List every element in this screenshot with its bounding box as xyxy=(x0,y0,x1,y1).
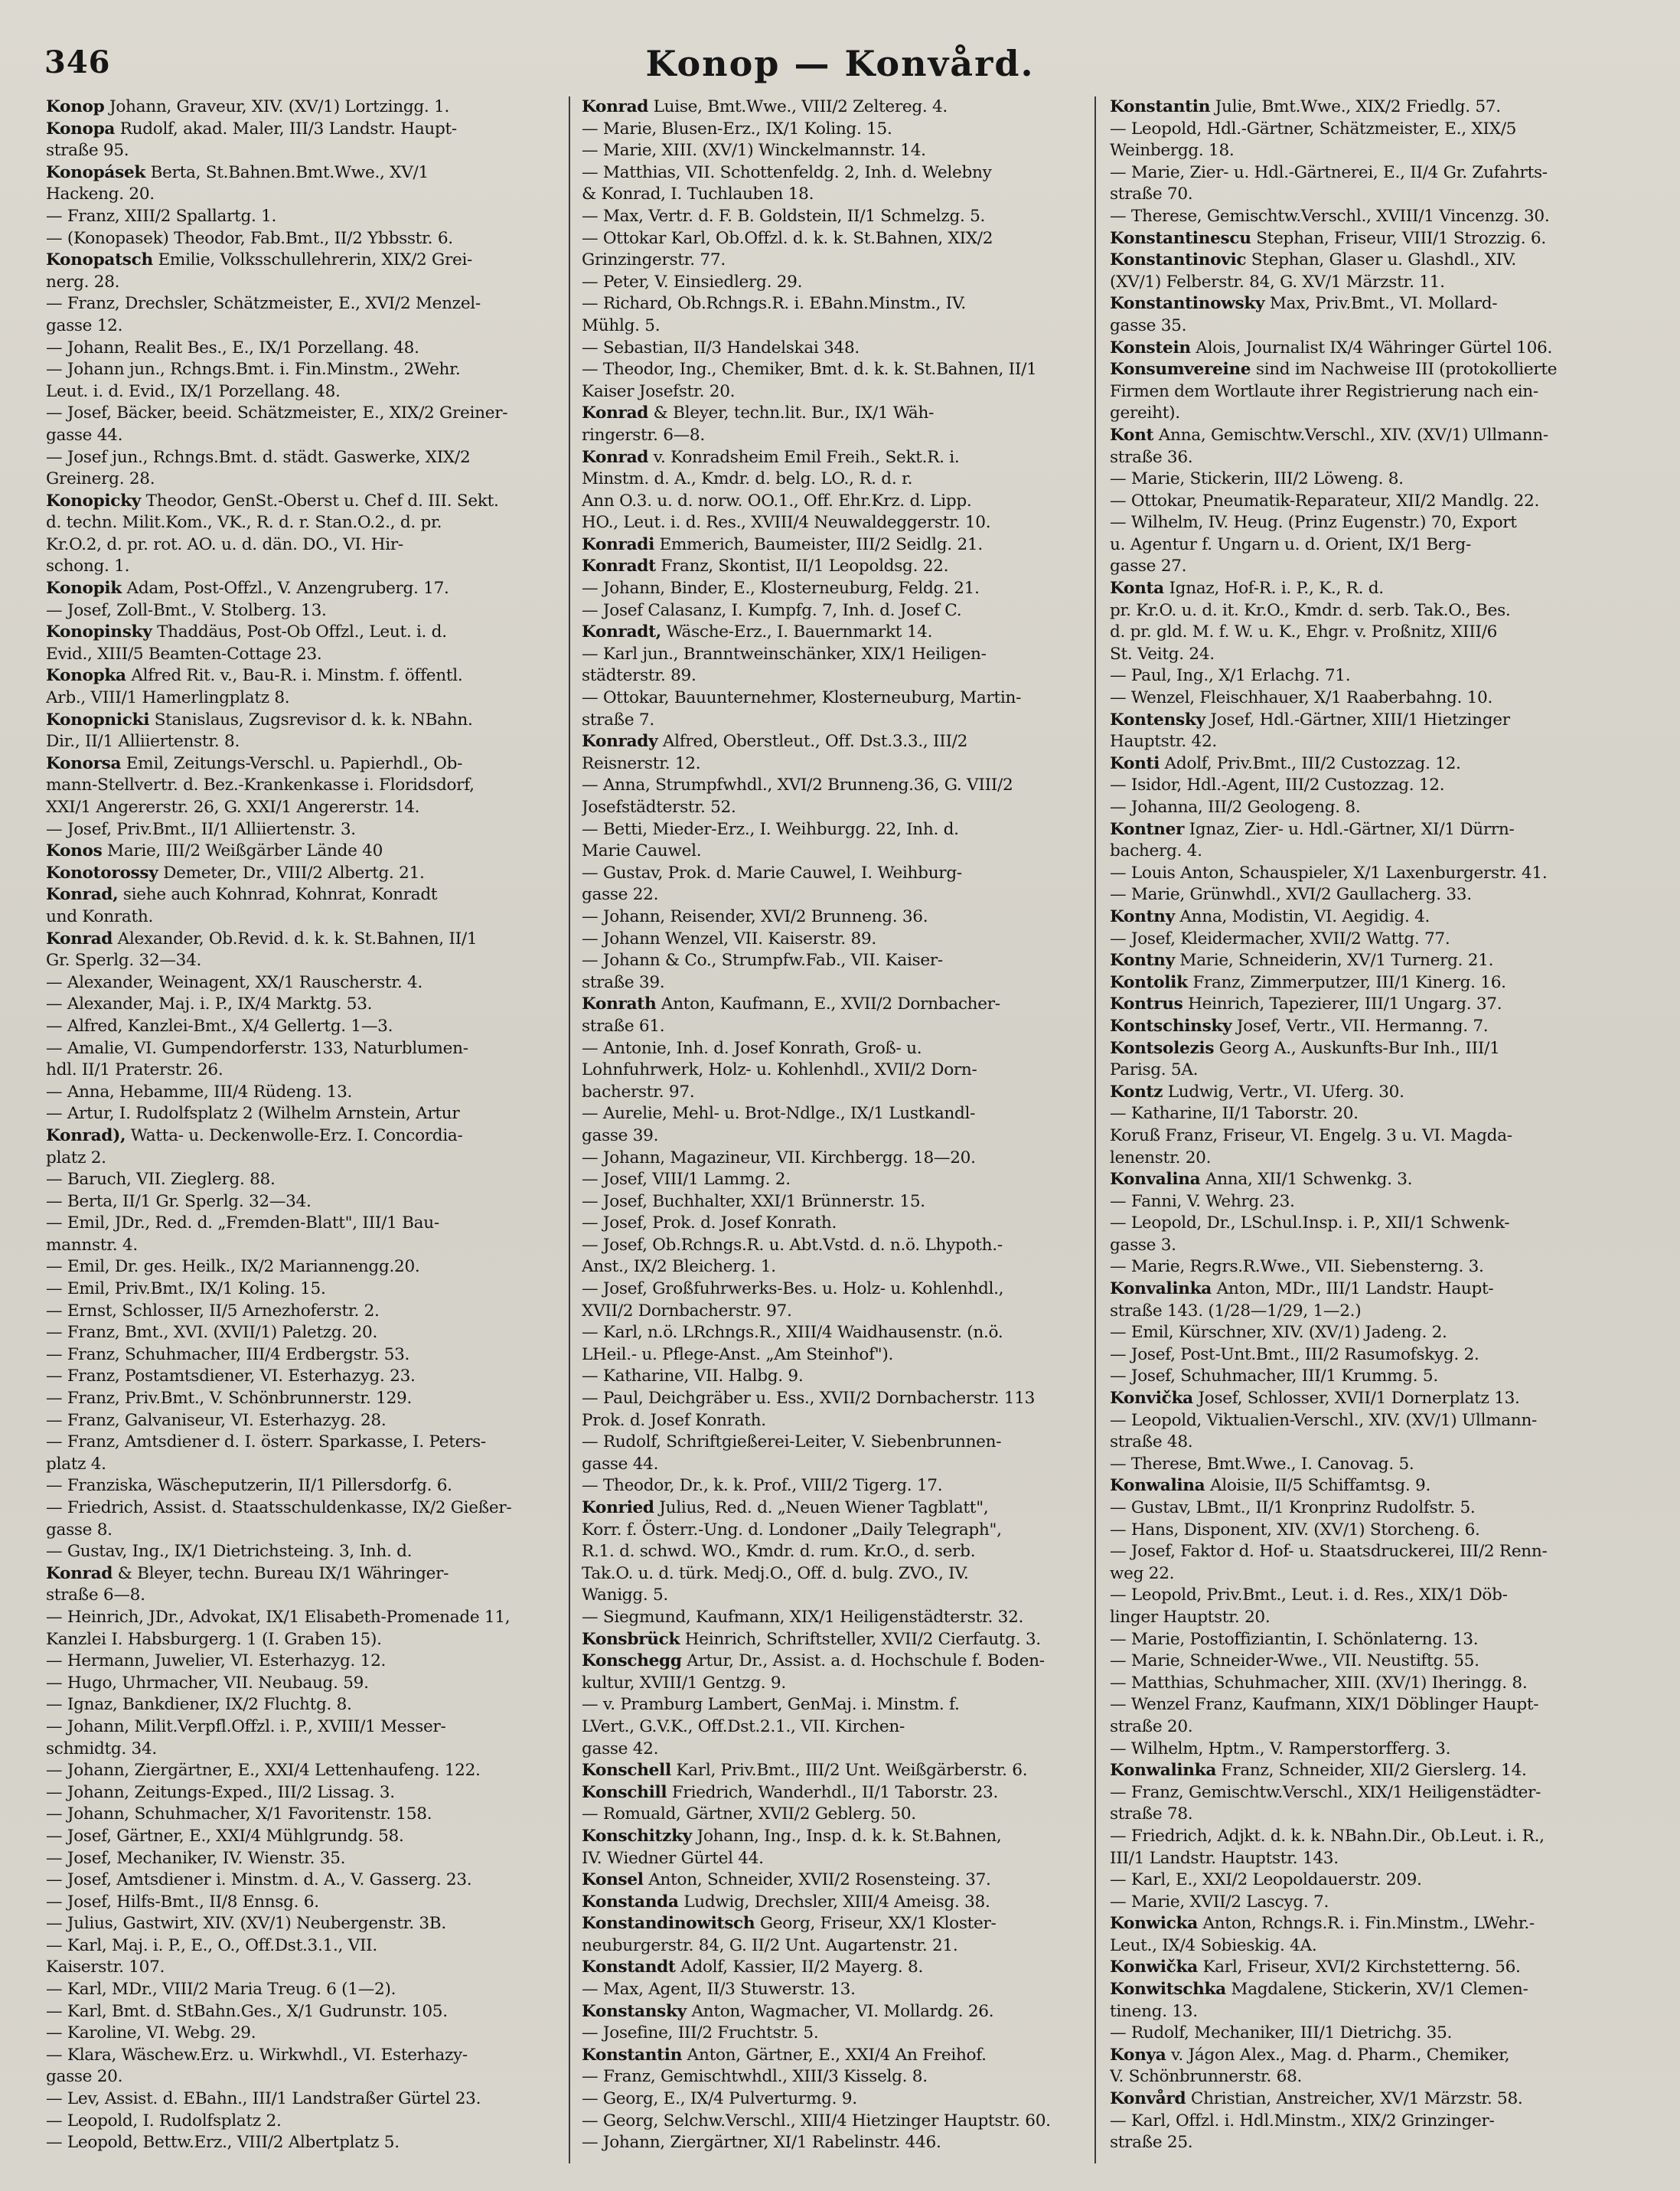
directory-entry-line: Konta Ignaz, Hof-R. i. P., K., R. d. xyxy=(1110,579,1384,599)
directory-entry-line: Konya v. Jágon Alex., Mag. d. Pharm., Chemiker, xyxy=(1110,2045,1510,2065)
directory-entry-line: — Johann, Binder, E., Klosterneuburg, Feldg. 21. xyxy=(582,579,980,599)
directory-entry-line: — Josef, Gärtner, E., XXI/4 Mühlgrundg. 58. xyxy=(46,1826,404,1846)
directory-entry-line: — Josef, Post-Unt.Bmt., III/2 Rasumofskyg. 2. xyxy=(1110,1344,1479,1364)
directory-entry-line: — Rudolf, Schriftgießerei-Leiter, V. Siebenbrunnen- xyxy=(582,1432,1002,1452)
directory-entry-line: — Leopold, Hdl.-Gärtner, Schätzmeister, E., XIX/5 xyxy=(1110,119,1517,139)
directory-entry-line: Josefstädterstr. 52. xyxy=(582,798,736,817)
directory-entry-line: V. Schönbrunnerstr. 68. xyxy=(1110,2067,1303,2087)
directory-entry-line: gasse 27. xyxy=(1110,557,1187,576)
directory-entry-line: — Franz, Gemischtw.Verschl., XIX/1 Heiligenstädter- xyxy=(1110,1782,1541,1802)
directory-entry-line: — Emil, Dr. ges. Heilk., IX/2 Mariannengg.20. xyxy=(46,1257,420,1277)
directory-entry-line: Kontensky Josef, Hdl.-Gärtner, XIII/1 Hietzinger xyxy=(1110,710,1510,730)
directory-entry-line: Kaiser Josefstr. 20. xyxy=(582,381,736,401)
directory-entry-line: IV. Wiedner Gürtel 44. xyxy=(582,1848,764,1868)
directory-entry-line: Konwička Karl, Friseur, XVI/2 Kirchstetterng. 56. xyxy=(1110,1958,1521,1977)
directory-entry-line: — Anna, Hebamme, III/4 Rüdeng. 13. xyxy=(46,1082,353,1102)
directory-entry-line: Leut. i. d. Evid., IX/1 Porzellang. 48. xyxy=(46,381,341,401)
directory-entry-line: — Katharine, II/1 Taborstr. 20. xyxy=(1110,1104,1359,1124)
directory-entry-line: Konti Adolf, Priv.Bmt., III/2 Custozzag. 12. xyxy=(1110,753,1461,773)
page-number: 346 xyxy=(44,44,111,80)
directory-entry-line: nerg. 28. xyxy=(46,272,120,292)
directory-entry-line: — Leopold, Bettw.Erz., VIII/2 Albertplatz 5. xyxy=(46,2133,400,2153)
directory-entry-line: — Marie, Regrs.R.Wwe., VII. Siebensterng. 3. xyxy=(1110,1257,1484,1277)
directory-entry-line: — Max, Vertr. d. F. B. Goldstein, II/1 Schmelzg. 5. xyxy=(582,206,986,226)
directory-entry-line: — Franz, Postamtsdiener, VI. Esterhazyg. 23. xyxy=(46,1367,416,1386)
directory-entry-line: — Josef, Buchhalter, XXI/1 Brünnerstr. 15. xyxy=(582,1191,925,1211)
directory-entry-line: Konopinsky Thaddäus, Post-Ob Offzl., Leut. i. d. xyxy=(46,622,447,642)
directory-entry-line: kultur, XVIII/1 Gentzg. 9. xyxy=(582,1673,786,1693)
directory-entry-line: — Julius, Gastwirt, XIV. (XV/1) Neubergenstr. 3B. xyxy=(46,1914,446,1934)
page-header xyxy=(0,0,1680,84)
directory-entry-line: Konrad v. Konradsheim Emil Freih., Sekt.R. i. xyxy=(582,447,960,467)
directory-entry-line: Marie Cauwel. xyxy=(582,841,702,861)
directory-entry-line: — Marie, XIII. (XV/1) Winckelmannstr. 14. xyxy=(582,141,926,161)
directory-entry-line: Konop Johann, Graveur, XIV. (XV/1) Lortzingg. 1. xyxy=(46,97,450,116)
directory-entry-line: Kontsolezis Georg A., Auskunfts-Bur Inh., III/1 xyxy=(1110,1038,1500,1058)
directory-entry-line: — Franz, Priv.Bmt., V. Schönbrunnerstr. 129. xyxy=(46,1389,413,1409)
directory-column-1 xyxy=(46,96,566,2168)
directory-entry-line: — Josef, Amtsdiener i. Minstm. d. A., V. Gasserg. 23. xyxy=(46,1870,472,1890)
directory-entry-line: — Paul, Deichgräber u. Ess., XVII/2 Dornbacherstr. 113 xyxy=(582,1389,1036,1409)
directory-entry-line: XVII/2 Dornbacherstr. 97. xyxy=(582,1301,792,1321)
directory-entry-line: — Theodor, Dr., k. k. Prof., VIII/2 Tigerg. 17. xyxy=(582,1476,943,1496)
directory-entry-line: (XV/1) Felberstr. 84, G. XV/1 Märzstr. 11. xyxy=(1110,272,1445,292)
directory-entry-line: straße 36. xyxy=(1110,447,1193,467)
directory-entry-line: — Johann, Schuhmacher, X/1 Favoritenstr. 158. xyxy=(46,1804,432,1824)
directory-entry-line: — Anna, Strumpfwhdl., XVI/2 Brunneng.36, G. VIII/2 xyxy=(582,776,1013,795)
directory-entry-line: Konsel Anton, Schneider, XVII/2 Rosensteing. 37. xyxy=(582,1870,991,1890)
directory-entry-line: Konschitzky Johann, Ing., Insp. d. k. k. St.Bahnen, xyxy=(582,1826,1002,1846)
directory-entry-line: Konwalinka Franz, Schneider, XII/2 Gierslerg. 14. xyxy=(1110,1761,1527,1781)
directory-entry-line: Konsbrück Heinrich, Schriftsteller, XVII/2 Cierfautg. 3. xyxy=(582,1629,1041,1649)
directory-entry-line: — Franz, Drechsler, Schätzmeister, E., XVI/2 Menzel- xyxy=(46,294,481,314)
directory-entry-line: Minstm. d. A., Kmdr. d. belg. LO., R. d. r. xyxy=(582,469,913,489)
directory-entry-line: — Ottokar, Bauunternehmer, Klosterneuburg, Martin- xyxy=(582,688,1022,708)
directory-entry-line: Konorsa Emil, Zeitungs-Verschl. u. Papierhdl., Ob- xyxy=(46,753,463,773)
directory-entry-line: gasse 39. xyxy=(582,1125,659,1145)
directory-entry-line: gasse 8. xyxy=(46,1520,113,1540)
directory-entry-line: — Josef, Prok. d. Josef Konrath. xyxy=(582,1213,837,1233)
directory-entry-line: — Johann, Realit Bes., E., IX/1 Porzellang. 48. xyxy=(46,338,419,358)
directory-entry-line: Kr.O.2, d. pr. rot. AO. u. d. dän. DO., VI. Hir- xyxy=(46,534,403,554)
directory-entry-line: Konvička Josef, Schlosser, XVII/1 Dornerplatz 13. xyxy=(1110,1389,1520,1409)
directory-entry-line: — Johann jun., Rchngs.Bmt. i. Fin.Minstm., 2Wehr. xyxy=(46,360,461,380)
directory-entry-line: Prok. d. Josef Konrath. xyxy=(582,1410,766,1430)
directory-entry-line: Kanzlei I. Habsburgerg. 1 (I. Graben 15). xyxy=(46,1629,382,1649)
directory-entry-line: — Siegmund, Kaufmann, XIX/1 Heiligenstädterstr. 32. xyxy=(582,1607,1024,1627)
directory-entry-line: — Gustav, Prok. d. Marie Cauwel, I. Weihburg- xyxy=(582,863,962,883)
directory-entry-line: Greinerg. 28. xyxy=(46,469,155,489)
directory-entry-line: Weinbergg. 18. xyxy=(1110,141,1235,161)
directory-entry-line: — Wenzel, Fleischhauer, X/1 Raaberbahng. 10. xyxy=(1110,688,1493,708)
directory-entry-line: Konradi Emmerich, Baumeister, III/2 Seidlg. 21. xyxy=(582,534,983,554)
directory-entry-line: — (Konopasek) Theodor, Fab.Bmt., II/2 Ybbsstr. 6. xyxy=(46,228,453,248)
directory-entry-line: Kontschinsky Josef, Vertr., VII. Hermanng. 7. xyxy=(1110,1016,1489,1036)
directory-entry-line: — Franziska, Wäscheputzerin, II/1 Pillersdorfg. 6. xyxy=(46,1476,452,1496)
directory-entry-line: Konrath Anton, Kaufmann, E., XVII/2 Dornbacher- xyxy=(582,994,1000,1014)
directory-entry-line: Konwitschka Magdalene, Stickerin, XV/1 Clemen- xyxy=(1110,1980,1528,2000)
directory-entry-line: Konvalina Anna, XII/1 Schwenkg. 3. xyxy=(1110,1170,1413,1190)
directory-entry-line: Konopa Rudolf, akad. Maler, III/3 Landstr. Haupt- xyxy=(46,119,457,139)
directory-entry-line: — Gustav, LBmt., II/1 Kronprinz Rudolfstr. 5. xyxy=(1110,1498,1476,1517)
directory-entry-line: Mühlg. 5. xyxy=(582,315,661,335)
directory-entry-line: Kontner Ignaz, Zier- u. Hdl.-Gärtner, XI/1 Dürrn- xyxy=(1110,819,1515,839)
directory-entry-line: — Josef, Priv.Bmt., II/1 Alliiertenstr. 3. xyxy=(46,819,356,839)
directory-entry-line: Konstantinescu Stephan, Friseur, VIII/1 Strozzig. 6. xyxy=(1110,228,1546,248)
directory-entry-line: platz 2. xyxy=(46,1148,106,1167)
directory-entry-line: — Leopold, Viktualien-Verschl., XIV. (XV/1) Ullmann- xyxy=(1110,1410,1538,1430)
directory-entry-line: städterstr. 89. xyxy=(582,666,696,686)
directory-entry-line: — Friedrich, Assist. d. Staatsschuldenkasse, IX/2 Gießer- xyxy=(46,1498,512,1517)
directory-entry-line: — Hans, Disponent, XIV. (XV/1) Storcheng. 6. xyxy=(1110,1520,1480,1540)
directory-entry-line: — Alfred, Kanzlei-Bmt., X/4 Gellertg. 1—3. xyxy=(46,1016,393,1036)
directory-entry-line: — Antonie, Inh. d. Josef Konrath, Groß- u. xyxy=(582,1038,922,1058)
directory-entry-line: schmidtg. 34. xyxy=(46,1739,157,1758)
directory-entry-line: Wanigg. 5. xyxy=(582,1585,668,1605)
column-divider xyxy=(569,96,570,2163)
directory-entry-line: Reisnerstr. 12. xyxy=(582,753,701,773)
directory-entry-line: — Johann, Reisender, XVI/2 Brunneng. 36. xyxy=(582,906,928,926)
directory-entry-line: — Franz, Schuhmacher, III/4 Erdbergstr. 53. xyxy=(46,1344,410,1364)
directory-entry-line: u. Agentur f. Ungarn u. d. Orient, IX/1 Berg- xyxy=(1110,534,1471,554)
directory-entry-line: — Fanni, V. Wehrg. 23. xyxy=(1110,1191,1295,1211)
directory-entry-line: — Karl, Maj. i. P., E., O., Off.Dst.3.1., VII. xyxy=(46,1935,377,1955)
directory-entry-line: schong. 1. xyxy=(46,557,130,576)
directory-entry-line: Kontny Marie, Schneiderin, XV/1 Turnerg. 21. xyxy=(1110,951,1494,971)
directory-entry-line: — Marie, XVII/2 Lascyg. 7. xyxy=(1110,1892,1329,1912)
directory-entry-line: straße 48. xyxy=(1110,1432,1193,1452)
directory-entry-line: Konrad), Watta- u. Deckenwolle-Erz. I. Concordia- xyxy=(46,1125,463,1145)
directory-entry-line: — Therese, Gemischtw.Verschl., XVIII/1 Vincenzg. 30. xyxy=(1110,206,1550,226)
directory-entry-line: — Katharine, VII. Halbg. 9. xyxy=(582,1367,804,1386)
directory-entry-line: — Sebastian, II/3 Handelskai 348. xyxy=(582,338,860,358)
directory-entry-line: — Emil, Kürschner, XIV. (XV/1) Jadeng. 2. xyxy=(1110,1323,1447,1343)
directory-entry-line: — Marie, Blusen-Erz., IX/1 Koling. 15. xyxy=(582,119,892,139)
directory-entry-line: — Berta, II/1 Gr. Sperlg. 32—34. xyxy=(46,1191,312,1211)
directory-entry-line: & Konrad, I. Tuchlauben 18. xyxy=(582,184,814,204)
directory-entry-line: Konradt, Wäsche-Erz., I. Bauernmarkt 14. xyxy=(582,622,933,642)
directory-entry-line: Firmen dem Wortlaute ihrer Registrierung nach ein- xyxy=(1110,381,1538,401)
directory-entry-line: — Marie, Zier- u. Hdl.-Gärtnerei, E., II/4 Gr. Zufahrts- xyxy=(1110,162,1548,182)
directory-entry-line: straße 7. xyxy=(582,710,654,730)
directory-entry-line: Konstanda Ludwig, Drechsler, XIII/4 Ameisg. 38. xyxy=(582,1892,990,1912)
directory-entry-line: straße 95. xyxy=(46,141,129,161)
directory-entry-line: — Leopold, Dr., LSchul.Insp. i. P., XII/1 Schwenk- xyxy=(1110,1213,1510,1233)
directory-entry-line: Konstansky Anton, Wagmacher, VI. Mollardg. 26. xyxy=(582,2001,994,2021)
directory-entry-line: mannstr. 4. xyxy=(46,1235,138,1255)
directory-entry-line: LHeil.- u. Pflege-Anst. „Am Steinhof"). xyxy=(582,1344,894,1364)
directory-entry-line: — Betti, Mieder-Erz., I. Weihburgg. 22, Inh. d. xyxy=(582,819,959,839)
directory-entry-line: Grinzingerstr. 77. xyxy=(582,250,726,270)
directory-entry-line: — Amalie, VI. Gumpendorferstr. 133, Naturblumen- xyxy=(46,1038,468,1058)
directory-entry-line: Kontolik Franz, Zimmerputzer, III/1 Kinerg. 16. xyxy=(1110,972,1506,992)
directory-entry-line: Konschegg Artur, Dr., Assist. a. d. Hochschule f. Boden- xyxy=(582,1651,1045,1671)
directory-entry-line: Hauptstr. 42. xyxy=(1110,732,1217,752)
directory-entry-line: straße 78. xyxy=(1110,1804,1193,1824)
directory-entry-line: Kontz Ludwig, Vertr., VI. Uferg. 30. xyxy=(1110,1082,1404,1102)
directory-entry-line: — Lev, Assist. d. EBahn., III/1 Landstraßer Gürtel 23. xyxy=(46,2089,481,2109)
directory-entry-line: — Josef, Schuhmacher, III/1 Krummg. 5. xyxy=(1110,1367,1438,1386)
directory-entry-line: — Wenzel Franz, Kaufmann, XIX/1 Döblinger Haupt- xyxy=(1110,1695,1539,1715)
directory-entry-line: — Josef, Zoll-Bmt., V. Stolberg. 13. xyxy=(46,600,327,620)
directory-entry-line: — Franz, Amtsdiener d. I. österr. Sparkasse, I. Peters- xyxy=(46,1432,486,1452)
directory-entry-line: — Johann Wenzel, VII. Kaiserstr. 89. xyxy=(582,929,876,949)
directory-entry-line: Konstandinowitsch Georg, Friseur, XX/1 Kloster- xyxy=(582,1914,997,1934)
directory-entry-line: — Theodor, Ing., Chemiker, Bmt. d. k. k. St.Bahnen, II/1 xyxy=(582,360,1037,380)
directory-entry-line: Lohnfuhrwerk, Holz- u. Kohlenhdl., XVII/2 Dorn- xyxy=(582,1060,977,1080)
directory-entry-line: — Therese, Bmt.Wwe., I. Canovag. 5. xyxy=(1110,1454,1414,1474)
directory-entry-line: Anst., IX/2 Bleicherg. 1. xyxy=(582,1257,776,1277)
directory-entry-line: — Karl, E., XXI/2 Leopoldauerstr. 209. xyxy=(1110,1870,1422,1890)
directory-entry-line: — Karl, n.ö. LRchngs.R., XIII/4 Waidhausenstr. (n.ö. xyxy=(582,1323,1003,1343)
directory-entry-line: Evid., XIII/5 Beamten-Cottage 23. xyxy=(46,644,322,664)
directory-entry-line: — Heinrich, JDr., Advokat, IX/1 Elisabeth-Promenade 11, xyxy=(46,1607,511,1627)
directory-entry-line: Konstantinowsky Max, Priv.Bmt., VI. Mollard- xyxy=(1110,294,1498,314)
directory-entry-line: — Josef, Ob.Rchngs.R. u. Abt.Vstd. d. n.ö. Lhypoth.- xyxy=(582,1235,1003,1255)
directory-entry-line: straße 143. (1/28—1/29, 1—2.) xyxy=(1110,1301,1362,1321)
directory-entry-line: Konwicka Anton, Rchngs.R. i. Fin.Minstm., LWehr.- xyxy=(1110,1914,1535,1934)
directory-entry-line: — Johann, Magazineur, VII. Kirchbergg. 18—20. xyxy=(582,1148,976,1167)
directory-entry-line: Konrad Alexander, Ob.Revid. d. k. k. St.Bahnen, II/1 xyxy=(46,929,478,949)
directory-entry-line: — Karl jun., Branntweinschänker, XIX/1 Heiligen- xyxy=(582,644,987,664)
directory-entry-line: — Johanna, III/2 Geologeng. 8. xyxy=(1110,798,1361,817)
directory-entry-line: — Ernst, Schlosser, II/5 Arnezhoferstr. 2. xyxy=(46,1301,380,1321)
directory-entry-line: Kaiserstr. 107. xyxy=(46,1958,165,1977)
directory-entry-line: — Josefine, III/2 Fruchtstr. 5. xyxy=(582,2023,819,2043)
directory-entry-line: weg 22. xyxy=(1110,1563,1175,1583)
directory-entry-line: — Peter, V. Einsiedlerg. 29. xyxy=(582,272,803,292)
directory-entry-line: Konopik Adam, Post-Offzl., V. Anzengruberg. 17. xyxy=(46,579,449,599)
directory-entry-line: — Baruch, VII. Zieglerg. 88. xyxy=(46,1170,276,1190)
directory-entry-line: Konwalina Aloisie, II/5 Schiffamtsg. 9. xyxy=(1110,1476,1431,1496)
directory-entry-line: Konvalinka Anton, MDr., III/1 Landstr. Haupt- xyxy=(1110,1279,1494,1299)
directory-entry-line: — Wilhelm, Hptm., V. Ramperstorfferg. 3. xyxy=(1110,1739,1451,1758)
directory-entry-line: — Ottokar Karl, Ob.Offzl. d. k. k. St.Bahnen, XIX/2 xyxy=(582,228,993,248)
directory-entry-line: ringerstr. 6—8. xyxy=(582,425,705,445)
directory-entry-line: bacherg. 4. xyxy=(1110,841,1202,861)
directory-entry-line: straße 6—8. xyxy=(46,1585,145,1605)
directory-entry-line: straße 61. xyxy=(582,1016,665,1036)
directory-entry-line: Koruß Franz, Friseur, VI. Engelg. 3 u. VI. Magda- xyxy=(1110,1125,1512,1145)
directory-entry-line: Konopásek Berta, St.Bahnen.Bmt.Wwe., XV/1 xyxy=(46,162,429,182)
directory-entry-line: — Matthias, VII. Schottenfeldg. 2, Inh. d. Welebny xyxy=(582,162,992,182)
directory-entry-line: — Friedrich, Adjkt. d. k. k. NBahn.Dir., Ob.Leut. i. R., xyxy=(1110,1826,1545,1846)
directory-entry-line: Kontny Anna, Modistin, VI. Aegidig. 4. xyxy=(1110,906,1430,926)
directory-entry-line: — Max, Agent, II/3 Stuwerstr. 13. xyxy=(582,1980,856,2000)
directory-entry-line: — Johann, Zeitungs-Exped., III/2 Lissag. 3. xyxy=(46,1782,395,1802)
directory-entry-line: gasse 22. xyxy=(582,885,659,905)
directory-entry-line: Konrad & Bleyer, techn.lit. Bur., IX/1 Wäh- xyxy=(582,403,935,423)
directory-entry-line: — v. Pramburg Lambert, GenMaj. i. Minstm. f. xyxy=(582,1695,960,1715)
directory-entry-line: gasse 12. xyxy=(46,315,123,335)
directory-entry-line: gereiht). xyxy=(1110,403,1180,423)
directory-entry-line: Konstantin Anton, Gärtner, E., XXI/4 An Freihof. xyxy=(582,2045,987,2065)
directory-entry-line: St. Veitg. 24. xyxy=(1110,644,1215,664)
directory-entry-line: straße 70. xyxy=(1110,184,1193,204)
directory-entry-line: gasse 3. xyxy=(1110,1235,1176,1255)
directory-entry-line: — Johann, Ziergärtner, XI/1 Rabelinstr. 446. xyxy=(582,2133,941,2153)
directory-entry-line: — Josef, VIII/1 Lammg. 2. xyxy=(582,1170,791,1190)
directory-entry-line: Leut., IX/4 Sobieskig. 4A. xyxy=(1110,1935,1317,1955)
directory-entry-line: LVert., G.V.K., Off.Dst.2.1., VII. Kirchen- xyxy=(582,1716,905,1736)
directory-entry-line: Konopicky Theodor, GenSt.-Oberst u. Chef d. III. Sekt. xyxy=(46,491,499,511)
directory-entry-line: — Franz, Gemischtwhdl., XIII/3 Kisselg. 8. xyxy=(582,2067,928,2087)
directory-entry-line: III/1 Landstr. Hauptstr. 143. xyxy=(1110,1848,1339,1868)
directory-entry-line: Konstein Alois, Journalist IX/4 Währinger Gürtel 106. xyxy=(1110,338,1553,358)
directory-column-3 xyxy=(1110,96,1646,2168)
directory-entry-line: Konradt Franz, Skontist, II/1 Leopoldsg. 22. xyxy=(582,557,949,576)
directory-entry-line: — Johann, Ziergärtner, E., XXI/4 Lettenhaufeng. 122. xyxy=(46,1761,481,1781)
directory-entry-line: — Aurelie, Mehl- u. Brot-Ndlge., IX/1 Lustkandl- xyxy=(582,1104,976,1124)
directory-entry-line: Konrad, siehe auch Kohnrad, Kohnrat, Konradt xyxy=(46,885,438,905)
directory-entry-line: — Marie, Stickerin, III/2 Löweng. 8. xyxy=(1110,469,1404,489)
directory-entry-line: gasse 35. xyxy=(1110,315,1187,335)
directory-entry-line: tineng. 13. xyxy=(1110,2001,1198,2021)
directory-entry-line: R.1. d. schwd. WO., Kmdr. d. rum. Kr.O., d. serb. xyxy=(582,1542,976,1562)
directory-column-2 xyxy=(582,96,1102,2168)
directory-entry-line: — Rudolf, Mechaniker, III/1 Dietrichg. 35. xyxy=(1110,2023,1453,2043)
directory-entry-line: gasse 20. xyxy=(46,2067,123,2087)
directory-entry-line: — Georg, Selchw.Verschl., XIII/4 Hietzinger Hauptstr. 60. xyxy=(582,2111,1051,2131)
directory-entry-line: — Josef, Mechaniker, IV. Wienstr. 35. xyxy=(46,1848,346,1868)
directory-entry-line: — Isidor, Hdl.-Agent, III/2 Custozzag. 12. xyxy=(1110,776,1445,795)
directory-entry-line: gasse 44. xyxy=(582,1454,659,1474)
directory-entry-line: — Josef, Bäcker, beeid. Schätzmeister, E., XIX/2 Greiner- xyxy=(46,403,508,423)
directory-entry-line: — Marie, Grünwhdl., XVI/2 Gaullacherg. 33. xyxy=(1110,885,1472,905)
directory-entry-line: Konopka Alfred Rit. v., Bau-R. i. Minstm. f. öffentl. xyxy=(46,666,463,686)
directory-entry-line: straße 25. xyxy=(1110,2133,1193,2153)
directory-entry-line: — Karl, Bmt. d. StBahn.Ges., X/1 Gudrunstr. 105. xyxy=(46,2001,448,2021)
directory-entry-line: hdl. II/1 Praterstr. 26. xyxy=(46,1060,223,1080)
directory-entry-line: — Ottokar, Pneumatik-Reparateur, XII/2 Mandlg. 22. xyxy=(1110,491,1540,511)
directory-entry-line: gasse 42. xyxy=(582,1739,659,1758)
directory-entry-line: mann-Stellvertr. d. Bez.-Krankenkasse i. Floridsdorf, xyxy=(46,776,475,795)
directory-entry-line: — Franz, XIII/2 Spallartg. 1. xyxy=(46,206,277,226)
directory-entry-line: d. techn. Milit.Kom., VK., R. d. r. Stan.O.2., d. pr. xyxy=(46,513,442,533)
directory-entry-line: neuburgerstr. 84, G. II/2 Unt. Augartenstr. 21. xyxy=(582,1935,958,1955)
directory-entry-line: Konried Julius, Red. d. „Neuen Wiener Tagblatt", xyxy=(582,1498,989,1517)
directory-entry-line: — Franz, Galvaniseur, VI. Esterhazyg. 28. xyxy=(46,1410,387,1430)
directory-entry-line: — Josef, Hilfs-Bmt., II/8 Ennsg. 6. xyxy=(46,1892,319,1912)
directory-entry-line: HO., Leut. i. d. Res., XVIII/4 Neuwaldeggerstr. 10. xyxy=(582,513,991,533)
directory-entry-line: Konsumvereine sind im Nachweise III (protokollierte xyxy=(1110,360,1558,380)
directory-entry-line: platz 4. xyxy=(46,1454,106,1474)
directory-entry-line: Konstandt Adolf, Kassier, II/2 Mayerg. 8. xyxy=(582,1958,924,1977)
directory-entry-line: — Karoline, VI. Webg. 29. xyxy=(46,2023,256,2043)
directory-entry-line: — Alexander, Weinagent, XX/1 Rauscherstr. 4. xyxy=(46,972,422,992)
directory-entry-line: Konrady Alfred, Oberstleut., Off. Dst.3.3., III/2 xyxy=(582,732,968,752)
directory-entry-line: — Artur, I. Rudolfsplatz 2 (Wilhelm Arnstein, Artur xyxy=(46,1104,460,1124)
directory-entry-line: — Alexander, Maj. i. P., IX/4 Marktg. 53. xyxy=(46,994,373,1014)
running-head: Konop — Konvård. xyxy=(645,43,1035,84)
directory-entry-line: — Georg, E., IX/4 Pulverturmg. 9. xyxy=(582,2089,857,2109)
directory-entry-line: — Emil, Priv.Bmt., IX/1 Koling. 15. xyxy=(46,1279,326,1299)
directory-entry-line: und Konrath. xyxy=(46,906,154,926)
directory-entry-line: XXI/1 Angererstr. 26, G. XXI/1 Angererstr. 14. xyxy=(46,798,420,817)
directory-entry-line: pr. Kr.O. u. d. it. Kr.O., Kmdr. d. serb. Tak.O., Bes. xyxy=(1110,600,1511,620)
directory-entry-line: bacherstr. 97. xyxy=(582,1082,695,1102)
directory-entry-line: Parisg. 5A. xyxy=(1110,1060,1199,1080)
directory-entry-line: — Matthias, Schuhmacher, XIII. (XV/1) Iheringg. 8. xyxy=(1110,1673,1528,1693)
directory-entry-line: — Josef, Großfuhrwerks-Bes. u. Holz- u. Kohlenhdl., xyxy=(582,1279,1004,1299)
directory-entry-line: — Emil, JDr., Red. d. „Fremden-Blatt", III/1 Bau- xyxy=(46,1213,439,1233)
directory-entry-line: Konschill Friedrich, Wanderhdl., II/1 Taborstr. 23. xyxy=(582,1782,999,1802)
directory-entry-line: — Karl, MDr., VIII/2 Maria Treug. 6 (1—2). xyxy=(46,1980,396,2000)
directory-entry-line: — Wilhelm, IV. Heug. (Prinz Eugenstr.) 70, Export xyxy=(1110,513,1517,533)
directory-entry-line: — Gustav, Ing., IX/1 Dietrichsteing. 3, Inh. d. xyxy=(46,1542,413,1562)
directory-entry-line: straße 39. xyxy=(582,972,665,992)
directory-entry-line: Gr. Sperlg. 32—34. xyxy=(46,951,202,971)
directory-entry-line: Konopatsch Emilie, Volksschullehrerin, XIX/2 Grei- xyxy=(46,250,473,270)
directory-entry-line: lenenstr. 20. xyxy=(1110,1148,1212,1167)
directory-entry-line: Korr. f. Österr.-Ung. d. Londoner „Daily Telegraph", xyxy=(582,1520,1002,1540)
directory-entry-line: Konrad & Bleyer, techn. Bureau IX/1 Währinger- xyxy=(46,1563,449,1583)
directory-entry-line: Konotorossy Demeter, Dr., VIII/2 Albertg. 21. xyxy=(46,863,425,883)
directory-entry-line: Arb., VIII/1 Hamerlingplatz 8. xyxy=(46,688,290,708)
directory-entry-line: — Klara, Wäschew.Erz. u. Wirkwhdl., VI. Esterhazy- xyxy=(46,2045,468,2065)
directory-entry-line: — Hugo, Uhrmacher, VII. Neubaug. 59. xyxy=(46,1673,369,1693)
directory-entry-line: — Marie, Schneider-Wwe., VII. Neustiftg. 55. xyxy=(1110,1651,1479,1671)
directory-entry-line: Tak.O. u. d. türk. Medj.O., Off. d. bulg. ZVO., IV. xyxy=(582,1563,969,1583)
directory-entry-line: — Karl, Offzl. i. Hdl.Minstm., XIX/2 Grinzinger- xyxy=(1110,2111,1495,2131)
directory-entry-line: — Josef, Kleidermacher, XVII/2 Wattg. 77. xyxy=(1110,929,1450,949)
directory-entry-line: — Johann & Co., Strumpfw.Fab., VII. Kaiser- xyxy=(582,951,943,971)
directory-entry-line: — Johann, Milit.Verpfl.Offzl. i. P., XVIII/1 Messer- xyxy=(46,1716,446,1736)
directory-entry-line: Konschell Karl, Priv.Bmt., III/2 Unt. Weißgärberstr. 6. xyxy=(582,1761,1028,1781)
directory-entry-line: — Louis Anton, Schauspieler, X/1 Laxenburgerstr. 41. xyxy=(1110,863,1548,883)
directory-entry-line: gasse 44. xyxy=(46,425,123,445)
directory-entry-line: — Josef, Faktor d. Hof- u. Staatsdruckerei, III/2 Renn- xyxy=(1110,1542,1548,1562)
directory-entry-line: — Leopold, Priv.Bmt., Leut. i. d. Res., XIX/1 Döb- xyxy=(1110,1585,1508,1605)
directory-entry-line: Konstantinovic Stephan, Glaser u. Glashdl., XIV. xyxy=(1110,250,1516,270)
directory-entry-line: — Romuald, Gärtner, XVII/2 Geblerg. 50. xyxy=(582,1804,916,1824)
directory-entry-line: Kontrus Heinrich, Tapezierer, III/1 Ungarg. 37. xyxy=(1110,994,1502,1014)
directory-entry-line: — Hermann, Juwelier, VI. Esterhazyg. 12. xyxy=(46,1651,387,1671)
directory-entry-line: Konrad Luise, Bmt.Wwe., VIII/2 Zeltereg. 4. xyxy=(582,97,948,116)
directory-entry-line: Ann O.3. u. d. norw. OO.1., Off. Ehr.Krz. d. Lipp. xyxy=(582,491,972,511)
directory-entry-line: — Josef Calasanz, I. Kumpfg. 7, Inh. d. Josef C. xyxy=(582,600,962,620)
directory-entry-line: — Josef jun., Rchngs.Bmt. d. städt. Gaswerke, XIX/2 xyxy=(46,447,471,467)
directory-entry-line: Konopnicki Stanislaus, Zugsrevisor d. k. k. NBahn. xyxy=(46,710,473,730)
directory-entry-line: — Ignaz, Bankdiener, IX/2 Fluchtg. 8. xyxy=(46,1695,352,1715)
directory-entry-line: linger Hauptstr. 20. xyxy=(1110,1607,1271,1627)
directory-entry-line: — Leopold, I. Rudolfsplatz 2. xyxy=(46,2111,282,2131)
column-divider xyxy=(1094,96,1096,2163)
directory-entry-line: straße 20. xyxy=(1110,1716,1193,1736)
directory-entry-line: Konstantin Julie, Bmt.Wwe., XIX/2 Friedlg. 57. xyxy=(1110,97,1501,116)
directory-entry-line: d. pr. gld. M. f. W. u. K., Ehgr. v. Proßnitz, XIII/6 xyxy=(1110,622,1498,642)
directory-entry-line: Hackeng. 20. xyxy=(46,184,155,204)
directory-entry-line: — Richard, Ob.Rchngs.R. i. EBahn.Minstm., IV. xyxy=(582,294,966,314)
directory-entry-line: Konos Marie, III/2 Weißgärber Lände 40 xyxy=(46,841,383,861)
directory-entry-line: Kont Anna, Gemischtw.Verschl., XIV. (XV/1) Ullmann- xyxy=(1110,425,1548,445)
directory-entry-line: — Marie, Postoffiziantin, I. Schönlaterng. 13. xyxy=(1110,1629,1479,1649)
directory-entry-line: — Paul, Ing., X/1 Erlachg. 71. xyxy=(1110,666,1351,686)
directory-entry-line: Konvård Christian, Anstreicher, XV/1 Märzstr. 58. xyxy=(1110,2089,1523,2109)
directory-entry-line: Dir., II/1 Alliiertenstr. 8. xyxy=(46,732,240,752)
directory-entry-line: — Franz, Bmt., XVI. (XVII/1) Paletzg. 20. xyxy=(46,1323,378,1343)
